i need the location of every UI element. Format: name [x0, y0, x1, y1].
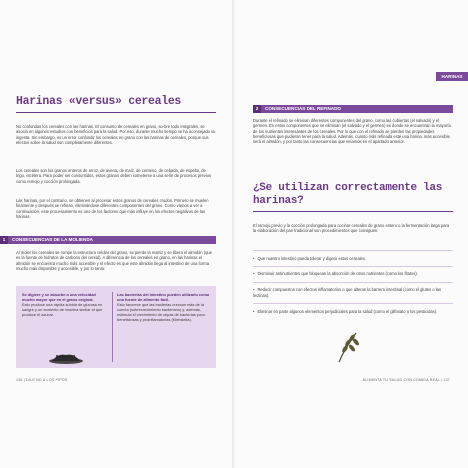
section-2-text: Durante el refinado se eliminan diferentes componentes del grano, como las cubiertas (el salvado) y el germen. En estos componentes que se eliminan (el salvado y el germen) es donde se encuentran la mayoría de los nutrientes interesantes de los cereales. Por lo que con el refinado se pierden las propiedades beneficiosas que pudieran tener para la salud. Además, cuanto más refinada esté una harina, más accesible será el almidón, y por tanto las consecuencias que veíamos en el apartado anterior.: [253, 118, 451, 145]
bullet-icon: •: [253, 271, 255, 277]
list-item: [253, 269, 453, 276]
section-number: 1: [0, 236, 8, 244]
callout-1-bold: Se digiere y se absorbe a una velocidad mucho mayor que en el grano original.: [22, 292, 96, 302]
list-item-text: Disminuir antinutrientes que bloquean la absorción de otros nutrientes (como los fitatos).: [257, 271, 418, 277]
section-band-1: [0, 236, 216, 244]
bullet-icon: •: [253, 308, 255, 314]
left-footer: 136 | DILE NO A LOS PIPOS: [16, 378, 68, 382]
bullet-icon: •: [253, 287, 255, 293]
callout-col-1: [22, 292, 104, 317]
section-number: 2: [253, 105, 261, 113]
left-intro-3: Las harinas, por el contrario, se obtienen al procesar estos granos de cereales crudos. Primero se muelen finamente y después se refinan, eliminándose diferentes componentes del grano. Como vamos a ver a continuación, este procesamiento es uno de los factores que más influye en los efectos negativos de las harinas.: [16, 198, 209, 219]
callout-col-2: [117, 292, 211, 322]
title-rule: [253, 211, 453, 212]
callout-divider: [112, 292, 113, 362]
list-item-text: Eliminar en parte algunos elementos perjudiciales para la salud (como el glifosato o los pesticidas).: [257, 308, 438, 314]
right-title: ¿Se utilizan correctamente las harinas?: [253, 182, 443, 207]
list-divider: [253, 303, 453, 304]
list-divider: [253, 250, 453, 251]
section-title: CONSECUENCIAS DEL REFINADO: [265, 106, 341, 111]
benefits-list: [253, 250, 453, 319]
list-divider: [253, 282, 453, 283]
right-intro: El remojo previo y la cocción prolongada para cocinar cereales de grano entero o la fermentación larga para la elaboración del pan tradicional son procedimientos que consiguen:: [253, 223, 450, 234]
flour-pile-icon: [46, 350, 86, 364]
callout-2-text: Esto favorece que las bacterias crezcan más de la cuenta (sobrecrecimiento bacteriano) y, además, estimula el crecimiento de cepas de bacterias poco beneficiosas y proinflamatorias (Klebsiella).: [117, 302, 206, 322]
list-divider: [253, 266, 453, 267]
left-intro-2: Los cereales son los granos enteros de arroz, de avena, de maíz, de centeno, de cebada, de espelta, de trigo, etcétera. Para poder ser consumidos, estos granos deben someterse a una serie de procesos previos como remojo y cocción prolongada.: [16, 168, 212, 184]
list-item-text: Reducir compuestos con efectos inflamatorios o que alteran la barrera intestinal (como el gluten o las lectinas).: [253, 287, 442, 298]
chapter-tab: HARINAS: [436, 72, 468, 81]
list-item: [253, 285, 453, 298]
section-band-2: [253, 105, 453, 113]
list-item-text: Que nuestro intestino pueda tolerar y digerir estos cereales.: [257, 255, 366, 261]
callout-box: [16, 286, 216, 368]
list-item: [253, 254, 453, 261]
section-1-text: Al moler los cereales se rompe la estructura celular del grano, se pierde la matriz y se libera el almidón (que es la fuente de hidratos de carbono del cereal). A diferencia de los cereales en grano, en las harinas el almidón se encuentra mucho más accesible y el efecto es que este almidón llega al intestino de una forma mucho más disponible y accesible, y por lo tanto:: [16, 250, 212, 271]
section-title: CONSECUENCIAS DE LA MOLIENDA: [12, 237, 93, 242]
callout-1-text: Esto produce una rápida subida de glucosa en sangre y un aumento de insulina similar al que produce el azúcar.: [22, 302, 103, 317]
right-footer: ALIMENTA TU SALUD CON COMIDA REAL | 137: [362, 378, 450, 382]
title-rule: [16, 112, 216, 113]
right-page: [235, 0, 468, 468]
bullet-icon: •: [253, 255, 255, 261]
left-page: [0, 0, 233, 468]
callout-2-bold: Las bacterias del intestino pueden utilizarlo como una fuente de alimento fácil.: [117, 292, 210, 302]
left-intro-1: No confundas los cereales con las harinas. El consumo de cereales en grano, so-bre todo integrales, se asocia en algunos estudios con beneficios para la salud. Por eso, durante mucho tiempo se ha aconsejado su ingesta. Sin embargo, es un error confundir los cereales en grano con las harinas de cereales, porque sus efectos sobre la salud son completamente diferentes.: [16, 124, 216, 145]
wheat-sprig-icon: [335, 330, 361, 364]
list-item: [253, 307, 453, 314]
left-title: Harinas «versus» cereales: [16, 95, 182, 108]
